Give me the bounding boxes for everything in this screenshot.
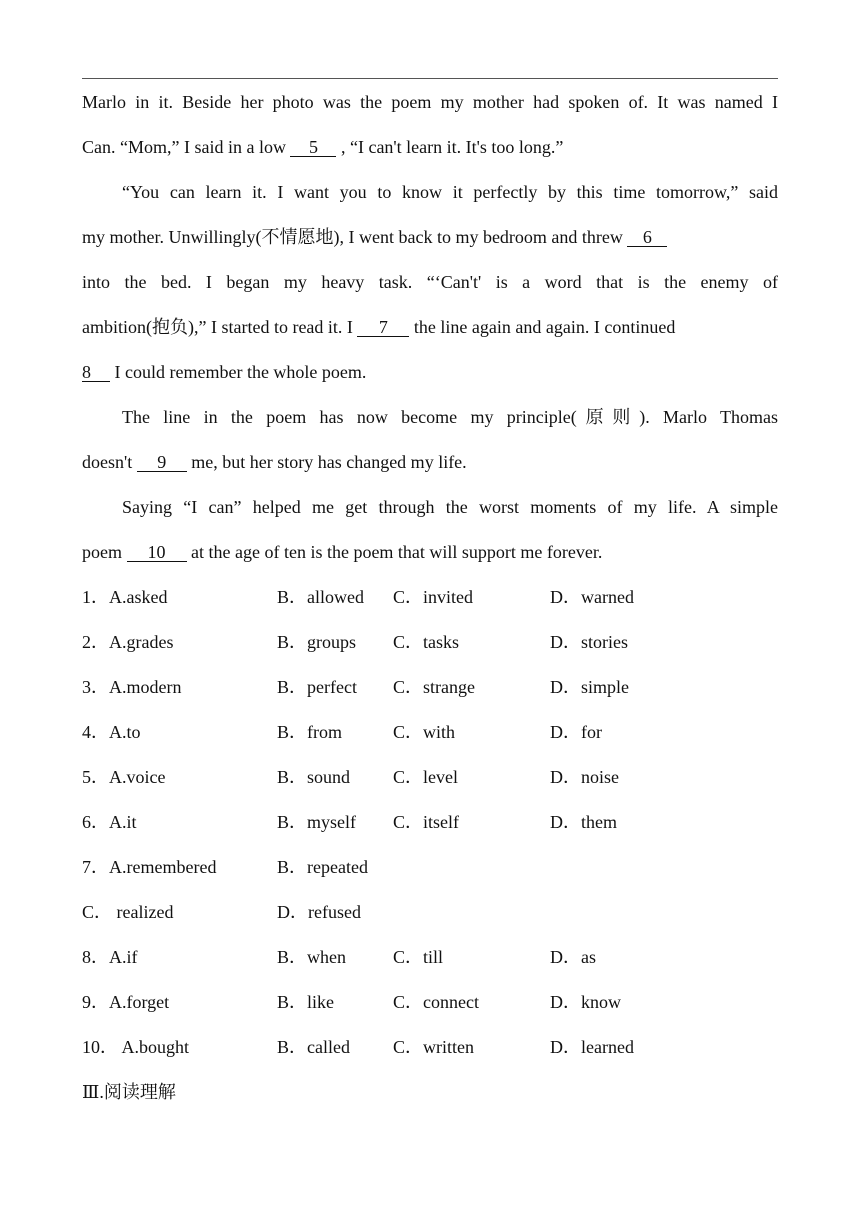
question-row — [82, 935, 778, 980]
answer-blank-6: 6 — [627, 228, 667, 247]
option-b: B．called — [277, 1037, 350, 1057]
option-d: D．them — [550, 812, 617, 832]
section-heading — [82, 1070, 778, 1115]
option-a: 1．A.asked — [82, 587, 168, 607]
answer-blank-5: 5 — [290, 138, 336, 157]
passage-text: The line in the poem has now become my principle(原则). Marlo Thomas — [122, 407, 778, 427]
passage-text: ambition(抱负),” I started to read it. I — [82, 317, 358, 337]
passage-line — [82, 530, 778, 575]
option-a: 8．A.if — [82, 947, 138, 967]
option-a: 10． A.bought — [82, 1037, 190, 1057]
passage-line — [82, 305, 778, 350]
answer-blank-9: 9 — [137, 453, 187, 472]
passage-line — [82, 170, 778, 215]
question-row — [82, 890, 778, 935]
passage-line — [82, 215, 778, 260]
question-row — [82, 800, 778, 845]
passage-text: my mother. Unwillingly(不情愿地), I went back to my bedroom and threw — [82, 227, 628, 247]
option-d: D．for — [550, 722, 602, 742]
option-c: C．itself — [393, 812, 459, 832]
option-a: 7．A.remembered — [82, 857, 217, 877]
passage-text: Can. “Mom,” I said in a low — [82, 137, 291, 157]
question-row — [82, 620, 778, 665]
option-a: 4．A.to — [82, 722, 141, 742]
passage-text: I could remember the whole poem. — [110, 362, 367, 382]
option-c: C．connect — [393, 992, 479, 1012]
passage-text: poem — [82, 542, 127, 562]
option-c: C． realized — [82, 902, 174, 922]
option-d: D．refused — [277, 902, 361, 922]
header-rule — [82, 78, 778, 79]
option-b: B．when — [277, 947, 346, 967]
answer-blank-10: 10 — [127, 543, 187, 562]
option-d: D．warned — [550, 587, 634, 607]
option-a: 3．A.modern — [82, 677, 182, 697]
option-c: C．tasks — [393, 632, 460, 652]
option-b: B．groups — [277, 632, 357, 652]
option-b: B．sound — [277, 767, 351, 787]
option-d: D．know — [550, 992, 621, 1012]
option-c: C．written — [393, 1037, 474, 1057]
passage-line — [82, 125, 778, 170]
option-c: C．strange — [393, 677, 475, 697]
passage-text: me, but her story has changed my life. — [186, 452, 467, 472]
question-row — [82, 710, 778, 755]
option-a: 6．A.it — [82, 812, 137, 832]
option-b: B．myself — [277, 812, 356, 832]
option-c: C．with — [393, 722, 456, 742]
question-row — [82, 980, 778, 1025]
option-d: D．stories — [550, 632, 628, 652]
option-a: 2．A.grades — [82, 632, 174, 652]
option-b: B．from — [277, 722, 342, 742]
option-d: D．as — [550, 947, 596, 967]
passage-text: the line again and again. I continued — [409, 317, 676, 337]
question-row — [82, 1025, 778, 1070]
option-d: D．noise — [550, 767, 619, 787]
option-d: D．learned — [550, 1037, 634, 1057]
passage-text: , “I can't learn it. It's too long.” — [336, 137, 564, 157]
option-b: B．perfect — [277, 677, 357, 697]
option-b: B．allowed — [277, 587, 364, 607]
passage-line — [82, 350, 778, 395]
page-content — [82, 80, 778, 1115]
passage-line — [82, 485, 778, 530]
question-row — [82, 665, 778, 710]
passage-line — [82, 80, 778, 125]
passage-text: doesn't — [82, 452, 137, 472]
option-c: C．invited — [393, 587, 473, 607]
answer-blank-7: 7 — [357, 318, 409, 337]
option-c: C．till — [393, 947, 444, 967]
passage-text: at the age of ten is the poem that will support me forever. — [186, 542, 603, 562]
question-row — [82, 575, 778, 620]
option-b: B．like — [277, 992, 334, 1012]
answer-blank-8: 8 — [82, 363, 110, 382]
option-d: D．simple — [550, 677, 629, 697]
option-a: 5．A.voice — [82, 767, 166, 787]
section-heading-text: Ⅲ.阅读理解 — [82, 1082, 176, 1102]
passage-text: into the bed. I began my heavy task. “‘Can't' is a word that is the enemy of — [82, 272, 778, 292]
passage-line — [82, 440, 778, 485]
passage-line — [82, 260, 778, 305]
question-row — [82, 755, 778, 800]
option-b: B．repeated — [277, 857, 368, 877]
passage-line — [82, 395, 778, 440]
passage-text: Marlo in it. Beside her photo was the poem my mother had spoken of. It was named I — [82, 92, 778, 112]
option-c: C．level — [393, 767, 458, 787]
option-a: 9．A.forget — [82, 992, 170, 1012]
question-row — [82, 845, 778, 890]
passage-text: Saying “I can” helped me get through the worst moments of my life. A simple — [122, 497, 778, 517]
passage-text: “You can learn it. I want you to know it perfectly by this time tomorrow,” said — [122, 182, 778, 202]
